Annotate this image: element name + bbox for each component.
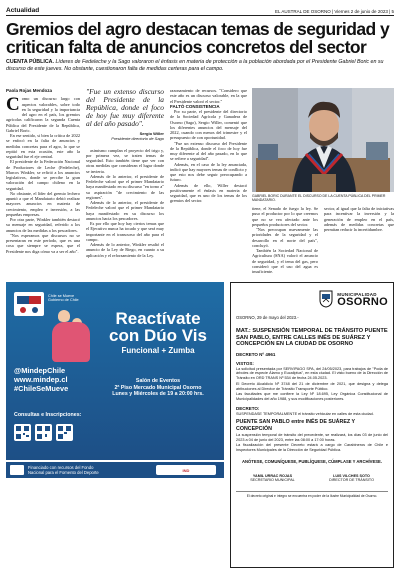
closing-formula: ANÓTESE, COMUNÍQUESE, PUBLÍQUESE, CÚMPLASE Y ARCHÍVESE. [242,458,382,464]
paragraph: asimismo cumplan el proyecto del trigo y, por primera vez, se traten temas de seguridad. Esto también tiene que ver con otras medidas que consideran el lugar donde se invierta. [86,147,164,174]
dancers-illustration [52,322,90,362]
municipality-header [236,287,388,311]
section-name: Actualidad [6,7,40,14]
qr-code-icon[interactable] [56,424,73,441]
lede [6,59,394,72]
first-paragraph: Como un discurso largo con aspectos valorables, sobre todo en la seguridad y la importancia del agro en el país, los gremios agrícolas calificaron la segunda Cuenta Pública del Presidente de la República, Gabriel Boric. [6,94,80,133]
paragraph: En ese sentido, si bien la crítica de 2022 se enfocó en la falta de anuncios y medidas concretas para el agro, lo que se repitió en esta ocasión, este año la seguridad fue el eje central. [6,133,80,159]
funding-bar [6,462,224,478]
decree-number: DECRETO Nº 4961 [236,351,276,357]
decree-text: La suspensión temporal de tránsito del precedente, se realizará, los días 03 de junio del 2023 a 04 de junio del 2023, entre las 08:00 a 17:00 horas. [236,432,388,442]
paragraph: También la Sociedad Nacional de Agricultura (SNA) valoró el anuncio de seguridad, y el tema del gas, pero consideró que el uso del agua es insuficiente. [252,248,318,274]
ind-logo: IND [156,465,216,475]
paragraph: Además, en el caso de la ley anunciada, indicó que hay mayores temas de conflicto y que esto nos debe seguir preocupando a futuro. [170,161,247,183]
ad-social-handles [14,366,68,394]
paragraph: tiene, el Senado de fuego la ley. Se puso el productor por lo que creemos que no se vea afectado ante los pequeños productores del sector. [252,206,318,227]
newspaper-page [6,4,394,568]
pull-quote: "Fue un extenso discurso del Presidente de la República, donde el foco de hoy fue muy diferente al del año pasado". [86,88,164,128]
ad-gov-label: Chile se Mueve Gobierno de Chile [48,294,79,303]
photo-caption: GABRIEL BORIC DURANTE EL DISCURSO DE LA CUENTA PÚBLICA DEL PRIMER MANDATARIO. [252,194,386,203]
ad-contact-title: Consultas e Inscripciones: [14,412,82,418]
social-website[interactable]: www.mindep.cl [14,375,68,385]
chile-se-mueve-logo [14,292,44,316]
vistos-text: Las facultades que me confiere la Ley Nº 18.695, Ley Orgánica Constitucional de Municipalidades del año 1988, y sus modificaciones posteriores. [236,392,388,401]
article-column-4 [252,206,318,276]
byline: Paola Rojas Mendoza [6,88,53,93]
paragraph: No obstante, el líder del gremio lechero apuntó a que el Mandatario debió realizar mayores anuncios en materia de crecimiento, empleo e inversión, a las pequeñas empresas. [6,190,80,217]
paragraph: razonamiento de recursos. "Considero que este año es un discurso valorable, en la que el Presidente valoró el sector." [170,88,247,104]
paragraph: Por otra parte, Winkler también destacó su mensaje en seguridad, referido a los anuncios de las medidas a los pescadores. [6,217,80,233]
paragraph: Además de lo anterior, el presidente de Fedeleche valoró que el primer Mandatario haya manifestado en su discurso "en torno a" su aspiración "de crecimiento de las regiones". [86,173,164,200]
paragraph: "Fue un extenso discurso del Presidente de la República, donde el foco de hoy fue muy diferente al del año pasado, en lo que se refiere a seguridad". [170,140,247,162]
dancer-figure [58,310,70,322]
fund-badge-icon [10,465,24,475]
ad-main-title: Reactívate con Dúo Vis Funcional + Zumba [109,309,207,355]
paragraph: "Nos esperamos que discursos no se presentaran en este período, que es una cosa que siempre se espera, que el Presidente nos diga cómo va a ser el año". [6,232,80,254]
municipality-name: MUNICIPALIDAD OSORNO [337,291,388,308]
ad-qr-icons [14,424,73,441]
qr-code-icon[interactable] [35,424,52,441]
paragraph: Además de lo anterior, Winkler resaltó el anuncio de la Ley de Riego, en cuanto a su aplicación y el reforzamiento de la Ley. [86,242,164,258]
ad-details: Salón de Eventos 2ª Piso Mercado Municipal Osorno Lunes y Miércoles de 19 a 20:00 hrs. [112,378,204,398]
paragraph: Además de lo anterior, el presidente de Fedeleche valoró que el primer Mandatario haya manifestado en su discurso los anuncios hacia los pescadores. [86,200,164,221]
notice-date: OSORNO, 29 de mayo del 2023.- [236,315,299,320]
municipal-notice [230,282,394,568]
dropcap: C [6,94,20,116]
signature-block: YAMIL URRAC ROJAS SECRETARIO MUNICIPAL [250,473,295,483]
article-column-2 [86,88,164,276]
paragraph: Es por ello que hoy hay ciertos temas que el Ejecutivo nunca ha tocado y que será muy importante en el transcurso del año para el campo. [86,221,164,242]
paragraph: El presidente de la Federación Nacional de Productores de Leche (Fedeleche), Marcos Winkler, se refirió a los anuncios legislativos, donde se percibe la gran valoración del campo chileno en la seguridad. [6,159,80,191]
paragraph: Por su parte, el presidente del directorio de la Sociedad Agrícola y Ganadera de Osorno (Sago), Sergio Willer, comentó que los diferentes anuncios del mensaje del 2022, cuando con menos del trimestre y el presupuesto de con oportunidad. [170,109,247,141]
decreto-text: SUSPENDASE TEMPORALMENTE el tránsito vehicular en calles de esta ciudad. [236,411,374,416]
article-body [6,88,394,276]
decree-title: PUENTE SAN PABLO entre INÉS DE SUÁREZ Y CONCEPCIÓN [236,419,355,432]
paragraph: sector, al igual que la falta de iniciativas para incentivar la inversión y la generación de empleo en el país, además de medidas concretas que permitan reducir la incertidumbre. [324,206,394,232]
president-photo [252,88,394,192]
decree-text: La fiscalización del presente Decreto estará a cargo de Carabineros de Chile e Inspectores Municipales de la Dirección de Seguridad Pública. [236,443,388,452]
signatures [236,474,388,483]
photo-illustration [252,88,394,192]
notice-subject: MAT.: SUSPENSIÓN TEMPORAL DE TRÁNSITO PUENTE SAN PABLO, ENTRE CALLES INÉS DE SUÁREZ Y CONCEPCIÓN EN LA CIUDAD DE OSORNO [236,328,388,348]
social-handle: @MindepChile [14,366,66,375]
signature-block: LUIS VILCHES SOTO DIRECTOR DE TRÁNSITO [329,473,374,483]
page-header [6,4,394,16]
lede-body: Líderes de Fedeleche y la Sago valoraron el énfasis en materia de protección a la población abordada por el Presidente Gabriel Boric en su discurso de este jueves. No obstante, cuestionaron falta de medidas certeras para el campo. [6,59,384,72]
headline: Gremios del agro destacan temas de seguridad y critican falta de anuncios concretos del sector [6,19,390,57]
municipal-crest-icon [319,290,333,308]
vistos-text: La solicitud presentada por SERVIPAGO SPA, del 24/05/2023, para trabajos de "Poda de árboles de especie Álamo y Eucaliptus", en esta ciudad. El visto bueno de la Dirección de Tránsito en ORD TRANS Nº 534 de fecha 24.05.2023. [236,366,388,381]
sports-ad[interactable] [6,282,224,460]
qr-code-icon[interactable] [14,424,31,441]
sports-ad-footer [6,462,224,568]
vistos-label: VISTOS: [236,360,254,366]
article-column-1 [6,88,80,276]
article-column-5 [324,206,394,276]
paper-info: EL AUSTRAL DE OSORNO | Viernes 2 de junio de 2023 | 5 [275,9,394,14]
social-hashtag: #ChileSeMueve [14,384,69,394]
lede-lead: CUENTA PÚBLICA. [6,59,54,65]
vistos-text: El Decreto Alcaldicio Nº 3748 del 21 de diciembre de 2021, que designa y delega atribuciones al Director de Tránsito Transporte Público. [236,381,388,391]
notice-footnote: El decreto original e íntegro se encuentra en poder de la Ilustre Municipalidad de Osorno. [236,491,388,498]
pull-quote-attribution: Sergio Willer Presidente directorio de Sago [111,131,164,142]
funding-text: Financiado con recursos del Fondo Nacional para el Fomento del Deporte [28,465,99,475]
paragraph: "Nos preocupan nuevamente las prioridades de la seguridad y el desarrollo en el norte del país", concluyó. [252,227,318,248]
paragraph: Además de ello, Willer destacó positivamente el énfasis en materia de seguridad, que es uno de los temas de los gremios del sector. [170,182,247,204]
decreto-label: DECRETO: [236,405,260,411]
subheading: FALTÓ CONSISTENCIA [170,103,220,109]
article-column-3 [170,88,247,276]
